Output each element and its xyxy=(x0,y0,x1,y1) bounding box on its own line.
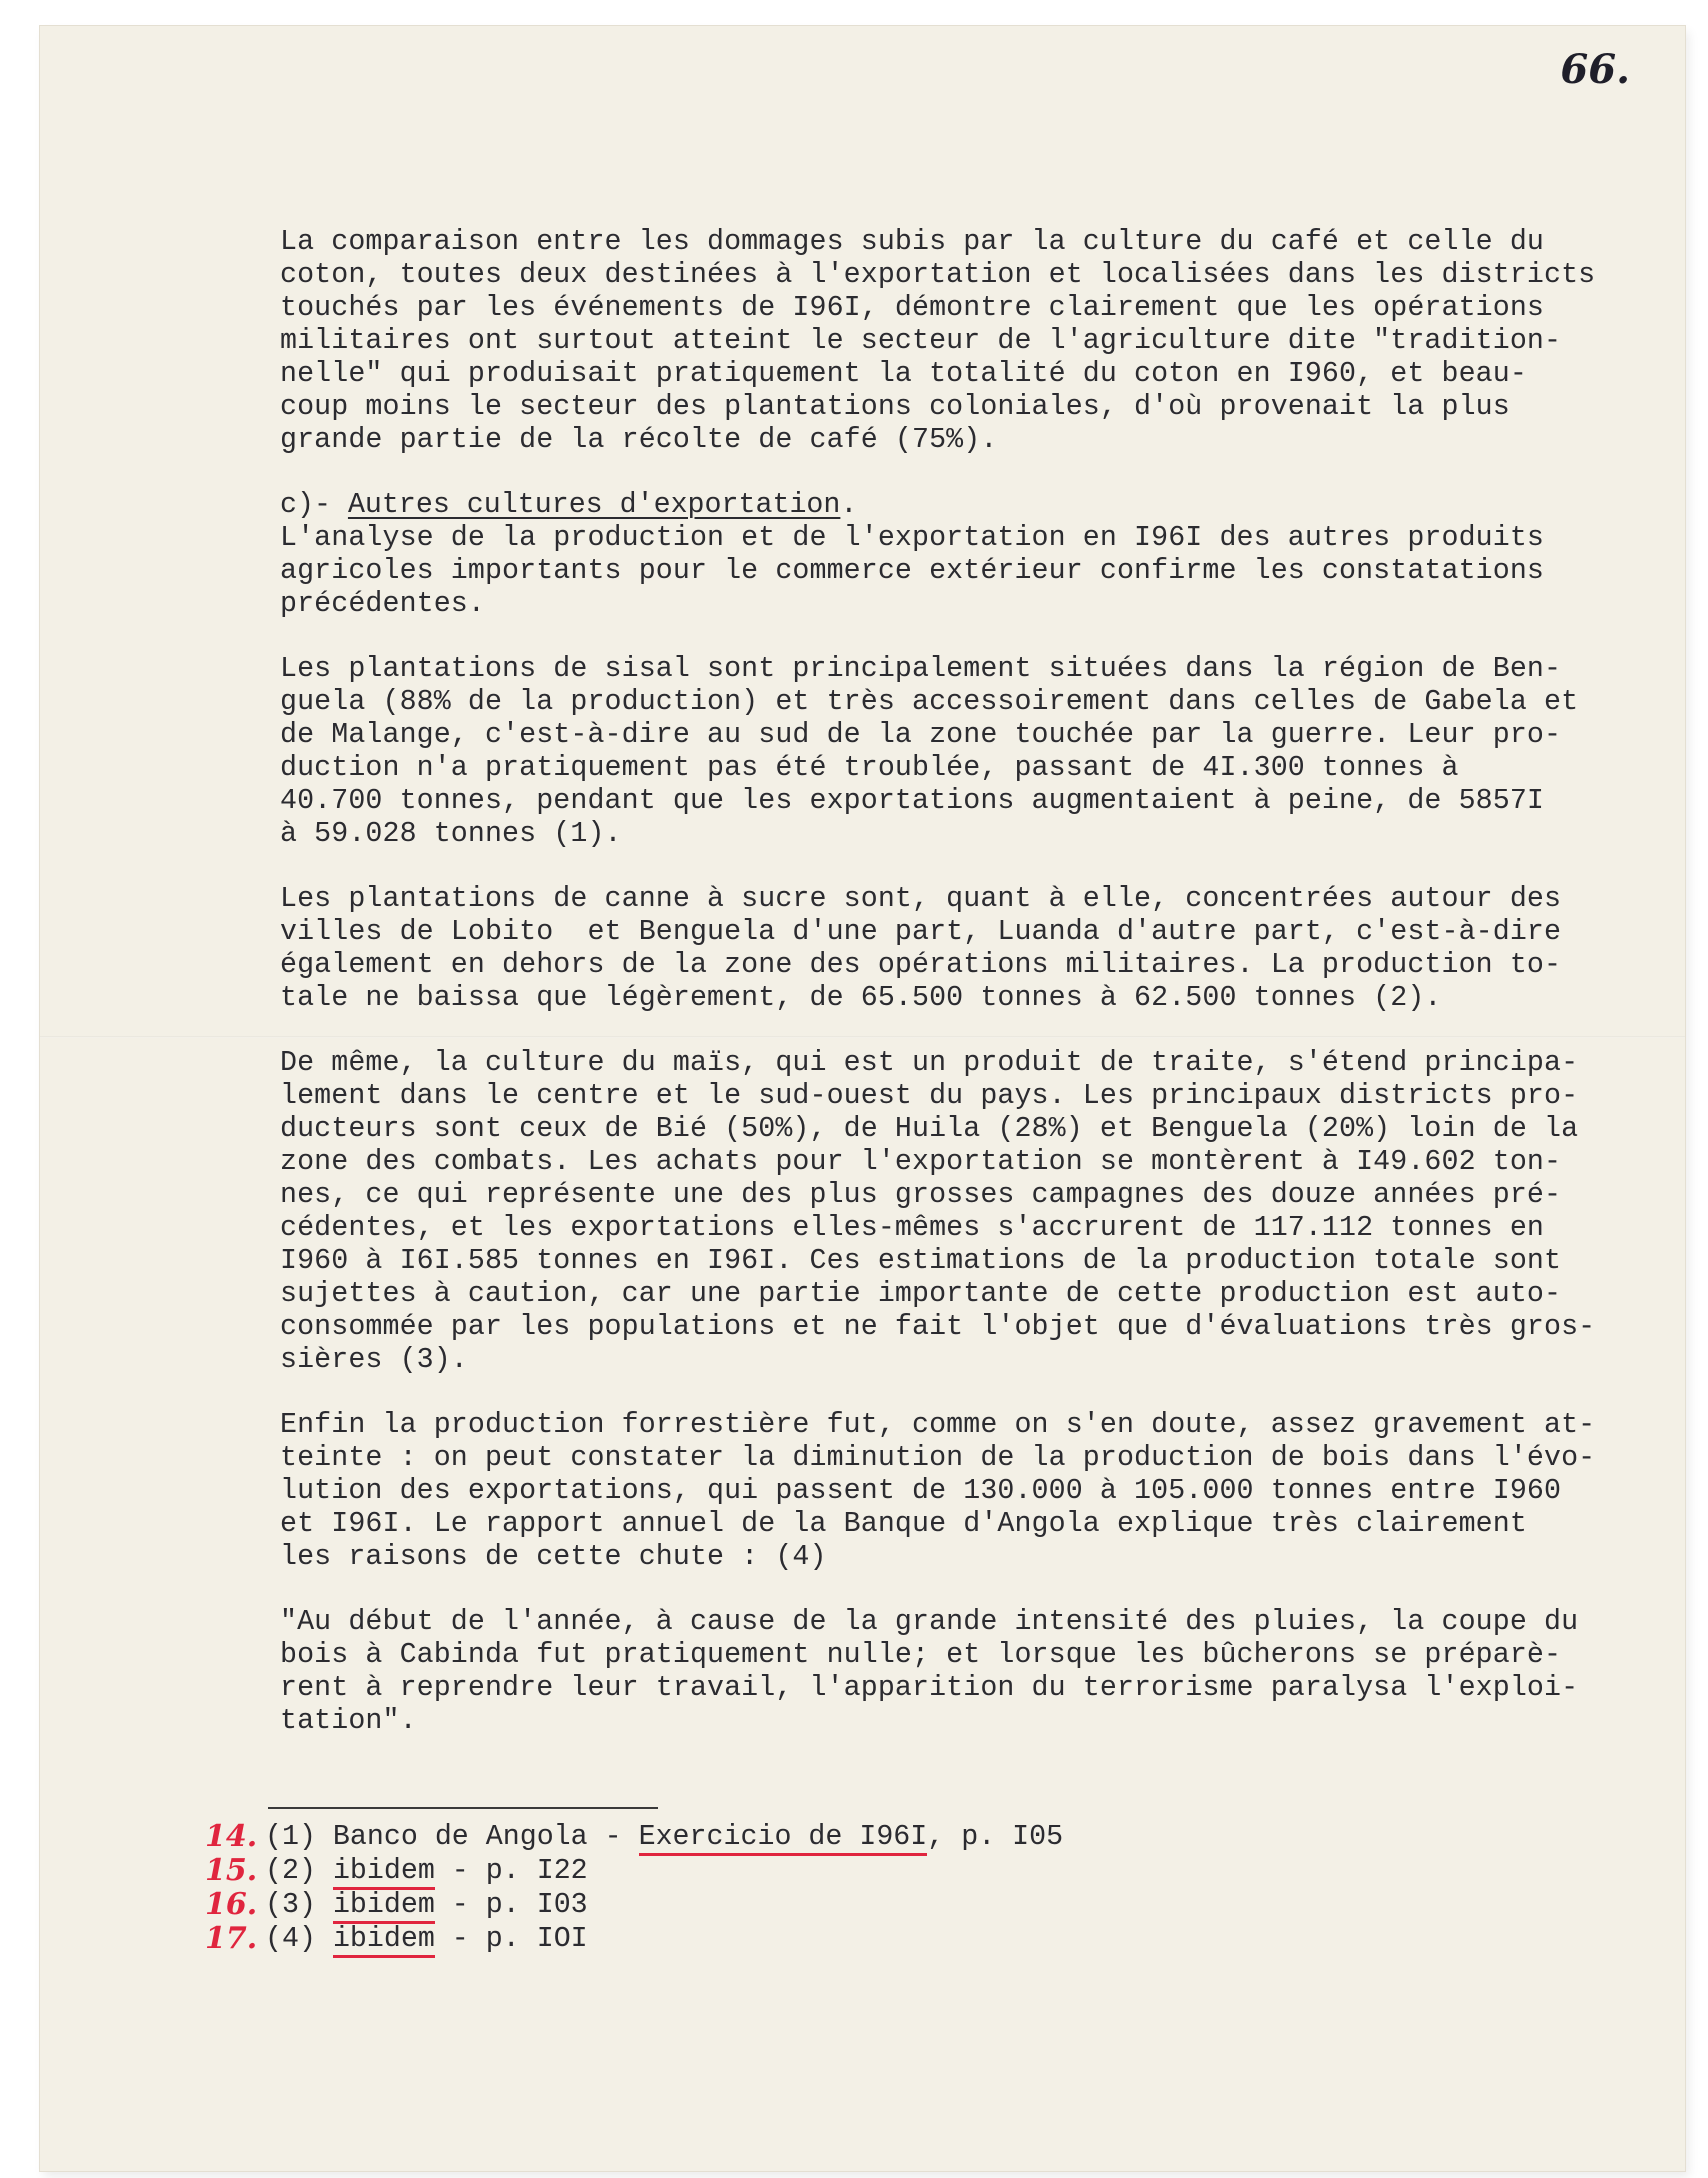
footnote-marker: (3) xyxy=(265,1889,316,1921)
text-line: guela (88% de la production) et très accessoirement dans celles de Gabela et xyxy=(280,686,1579,718)
footnote-underlined-text: ibidem xyxy=(333,1855,435,1890)
text-line: coup moins le secteur des plantations coloniales, d'où provenait la plus xyxy=(280,391,1510,423)
handwritten-footnote-number: 16. xyxy=(205,1887,258,1922)
text-line: Les plantations de sisal sont principalement situées dans la région de Ben- xyxy=(280,653,1562,685)
footnote-text: Banco de Angola - xyxy=(315,1821,639,1853)
section-heading xyxy=(280,489,1708,522)
text-line: agricoles importants pour le commerce extérieur confirme les constatations xyxy=(280,555,1544,587)
text-line: nes, ce qui représente une des plus grosses campagnes des douze années pré- xyxy=(280,1179,1562,1211)
text-line: également en dehors de la zone des opérations militaires. La production to- xyxy=(280,949,1562,981)
document-body xyxy=(280,226,1708,1738)
text-line: touchés par les événements de I96I, démontre clairement que les opérations xyxy=(280,292,1544,324)
footnote-underlined-text: ibidem xyxy=(333,1889,435,1924)
footnote-underlined-text: Exercicio de I96I xyxy=(639,1821,928,1856)
text-line: coton, toutes deux destinées à l'exportation et localisées dans les districts xyxy=(280,259,1596,291)
paragraph-sisal xyxy=(280,653,1708,851)
footnote-underlined-text: ibidem xyxy=(333,1923,435,1958)
text-line: de Malange, c'est-à-dire au sud de la zone touchée par la guerre. Leur pro- xyxy=(280,719,1562,751)
text-line: Enfin la production forrestière fut, comme on s'en doute, assez gravement at- xyxy=(280,1409,1596,1441)
footnote-text xyxy=(316,1923,333,1955)
text-line: précédentes. xyxy=(280,588,485,620)
text-line: lution des exportations, qui passent de 130.000 à 105.000 tonnes entre I960 xyxy=(280,1475,1562,1507)
text-line: consommée par les populations et ne fait l'objet que d'évaluations très gros- xyxy=(280,1311,1596,1343)
footnote-marker: (1) xyxy=(265,1821,316,1853)
footnote-marker: (2) xyxy=(265,1855,316,1887)
text-line: duction n'a pratiquement pas été troublée, passant de 4I.300 tonnes à xyxy=(280,752,1459,784)
text-line: teinte : on peut constater la diminution de la production de bois dans l'évo- xyxy=(280,1442,1596,1474)
footnote-text: , p. I05 xyxy=(927,1821,1064,1853)
text-line: La comparaison entre les dommages subis par la culture du café et celle du xyxy=(280,226,1544,258)
handwritten-footnote-number: 17. xyxy=(205,1921,258,1956)
text-line: nelle" qui produisait pratiquement la totalité du coton en I960, et beau- xyxy=(280,358,1527,390)
footnote-item xyxy=(205,1887,1063,1922)
paragraph-citation xyxy=(280,1606,1708,1738)
text-line: Les plantations de canne à sucre sont, quant à elle, concentrées autour des xyxy=(280,883,1562,915)
text-line: 40.700 tonnes, pendant que les exportations augmentaient à peine, de 5857I xyxy=(280,785,1544,817)
footnote-separator xyxy=(268,1807,658,1809)
text-line: tale ne baissa que légèrement, de 65.500 tonnes à 62.500 tonnes (2). xyxy=(280,982,1442,1014)
text-line: grande partie de la récolte de café (75%). xyxy=(280,424,998,456)
paragraph-forestiere xyxy=(280,1409,1708,1574)
text-line: tation". xyxy=(280,1705,417,1737)
section-heading-suffix: . xyxy=(840,489,858,521)
footnote-text: - p. I03 xyxy=(434,1889,588,1921)
text-line: De même, la culture du maïs, qui est un produit de traite, s'étend principa- xyxy=(280,1047,1579,1079)
footnote-text: - p. I22 xyxy=(434,1855,588,1887)
text-line: zone des combats. Les achats pour l'exportation se montèrent à I49.602 ton- xyxy=(280,1146,1562,1178)
text-line: "Au début de l'année, à cause de la grande intensité des pluies, la coupe du xyxy=(280,1606,1579,1638)
text-line: les raisons de cette chute : (4) xyxy=(280,1541,827,1573)
paragraph-canne-sucre xyxy=(280,883,1708,1015)
footnote-text: - p. IOI xyxy=(434,1923,588,1955)
handwritten-footnote-number: 14. xyxy=(205,1819,258,1854)
footnote-text xyxy=(316,1889,333,1921)
footnotes xyxy=(205,1819,1064,1956)
footnote-text xyxy=(316,1855,333,1887)
text-line: villes de Lobito et Benguela d'une part, Luanda d'autre part, c'est-à-dire xyxy=(280,916,1562,948)
footnote-marker: (4) xyxy=(265,1923,316,1955)
text-line: à 59.028 tonnes (1). xyxy=(280,818,622,850)
section-heading-prefix: c)- xyxy=(280,489,348,521)
text-line: ducteurs sont ceux de Bié (50%), de Huila (28%) et Benguela (20%) loin de la xyxy=(280,1113,1579,1145)
text-line: L'analyse de la production et de l'exportation en I96I des autres produits xyxy=(280,522,1544,554)
text-line: et I96I. Le rapport annuel de la Banque d'Angola explique très clairement xyxy=(280,1508,1527,1540)
text-line: sujettes à caution, car une partie importante de cette production est auto- xyxy=(280,1278,1562,1310)
paragraph-analyse xyxy=(280,522,1708,621)
text-line: militaires ont surtout atteint le secteur de l'agriculture dite "tradition- xyxy=(280,325,1562,357)
text-line: rent à reprendre leur travail, l'apparition du terrorisme paralysa l'exploi- xyxy=(280,1672,1579,1704)
handwritten-footnote-number: 15. xyxy=(205,1853,258,1888)
footnote-item xyxy=(205,1819,1064,1854)
text-line: bois à Cabinda fut pratiquement nulle; et lorsque les bûcherons se préparè- xyxy=(280,1639,1562,1671)
text-line: lement dans le centre et le sud-ouest du pays. Les principaux districts pro- xyxy=(280,1080,1579,1112)
paragraph-cafe-coton xyxy=(280,226,1708,457)
text-line: sières (3). xyxy=(280,1344,468,1376)
section-heading-title: Autres cultures d'exportation xyxy=(347,489,841,521)
footnote-item xyxy=(205,1921,1063,1956)
text-line: I960 à I6I.585 tonnes en I96I. Ces estimations de la production totale sont xyxy=(280,1245,1562,1277)
text-line: cédentes, et les exportations elles-mêmes s'accrurent de 117.112 tonnes en xyxy=(280,1212,1544,1244)
paragraph-mais xyxy=(280,1047,1708,1377)
page-number: 66. xyxy=(1560,46,1630,93)
footnote-item xyxy=(205,1853,1063,1888)
